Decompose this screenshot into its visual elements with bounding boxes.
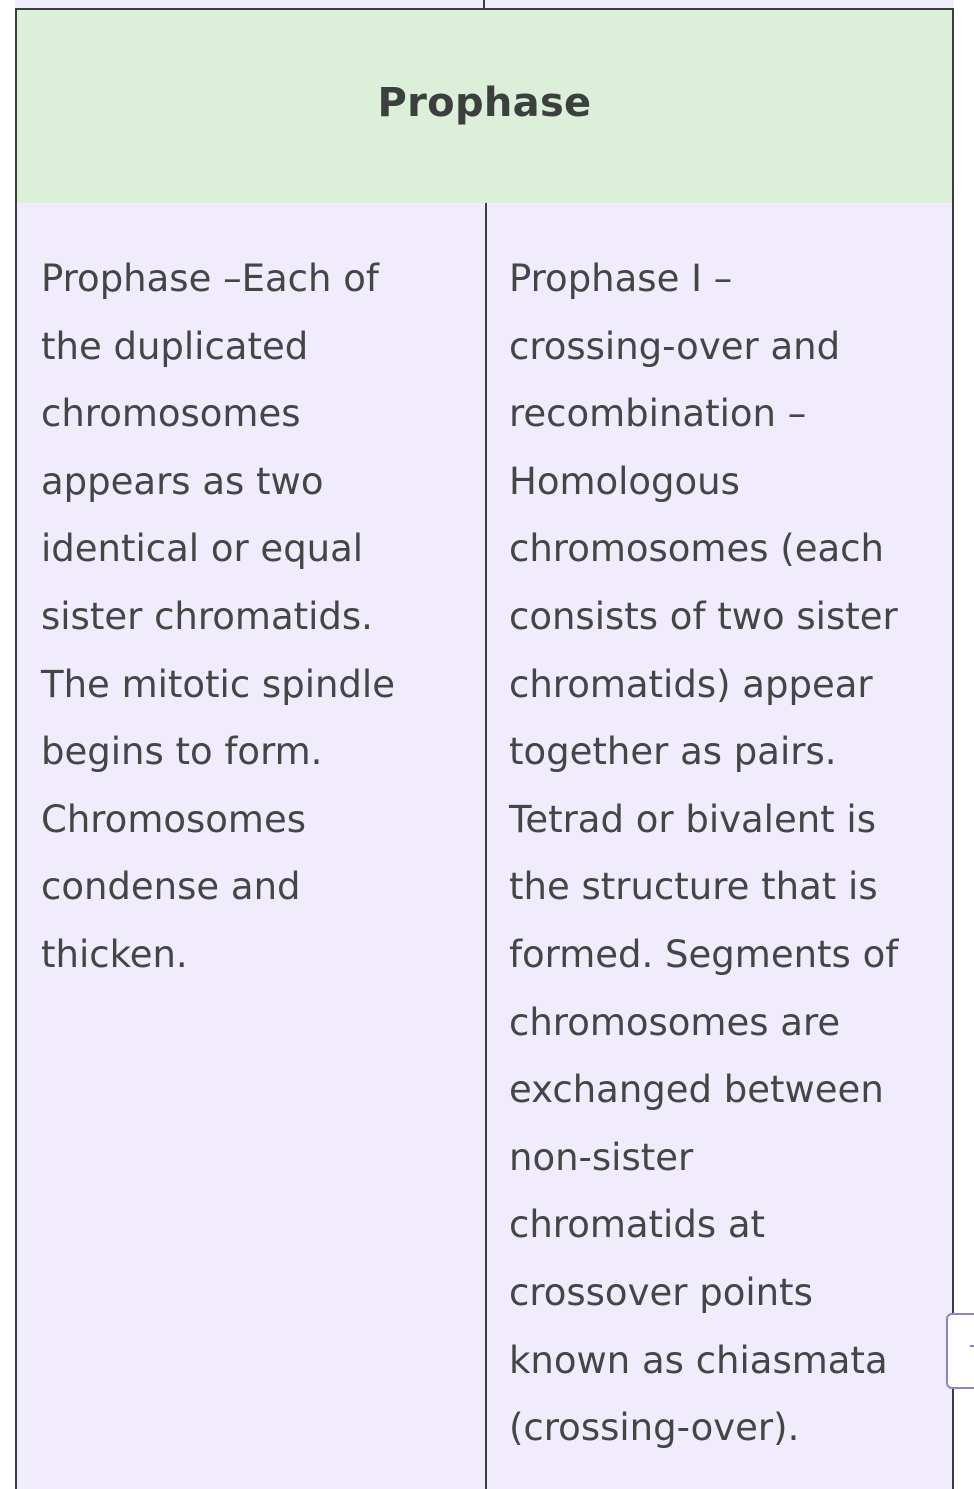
cell-line: (crossing-over). xyxy=(509,1406,800,1450)
cell-line: Tetrad or bivalent is xyxy=(509,797,876,841)
cell-line: identical or equal xyxy=(41,527,364,571)
cell-line: known as chiasmata xyxy=(509,1338,888,1382)
cell-line: crossover points xyxy=(509,1270,813,1314)
cell-line: Prophase I – xyxy=(509,257,733,300)
cell-line: recombination – xyxy=(509,392,807,436)
side-feedback-tab[interactable] xyxy=(946,1313,974,1389)
cell-line: the duplicated xyxy=(41,324,309,368)
cell-line: appears as two xyxy=(41,459,324,503)
cell-line: begins to form. xyxy=(41,730,323,774)
header-title: Prophase xyxy=(377,80,592,126)
cell-line: consists of two sister xyxy=(509,594,898,638)
cell-line: condense and xyxy=(41,865,301,909)
cell-line: Homologous xyxy=(509,459,740,503)
cell-line: exchanged between xyxy=(509,1068,884,1112)
cell-line: chromosomes (each xyxy=(509,527,884,571)
cell-line: crossing-over and xyxy=(509,324,841,368)
table-header-row xyxy=(15,8,954,205)
cell-line: the structure that is xyxy=(509,865,878,909)
column-divider xyxy=(485,203,487,1489)
cell-line: Chromosomes xyxy=(41,797,306,841)
cell-line: chromosomes are xyxy=(509,1000,841,1044)
cell-line: non-sister xyxy=(509,1135,694,1179)
cell-line: The mitotic spindle xyxy=(41,662,395,706)
cell-line: Prophase –Each of xyxy=(41,257,379,300)
table-body-row xyxy=(15,203,954,1489)
comparison-table xyxy=(15,8,954,1489)
cell-line: sister chromatids. xyxy=(41,594,373,638)
cell-line: chromatids) appear xyxy=(509,662,873,706)
previous-row-edge xyxy=(15,0,954,8)
cell-line: chromosomes xyxy=(41,392,301,436)
meiosis-cell xyxy=(509,245,898,1462)
cell-line: chromatids at xyxy=(509,1203,766,1247)
cell-line: formed. Segments of xyxy=(509,932,899,976)
cell-line: together as pairs. xyxy=(509,730,837,774)
mitosis-cell xyxy=(41,245,395,989)
column-divider xyxy=(483,0,485,8)
cell-line: thicken. xyxy=(41,932,188,976)
chevron-left-icon xyxy=(970,1345,974,1347)
